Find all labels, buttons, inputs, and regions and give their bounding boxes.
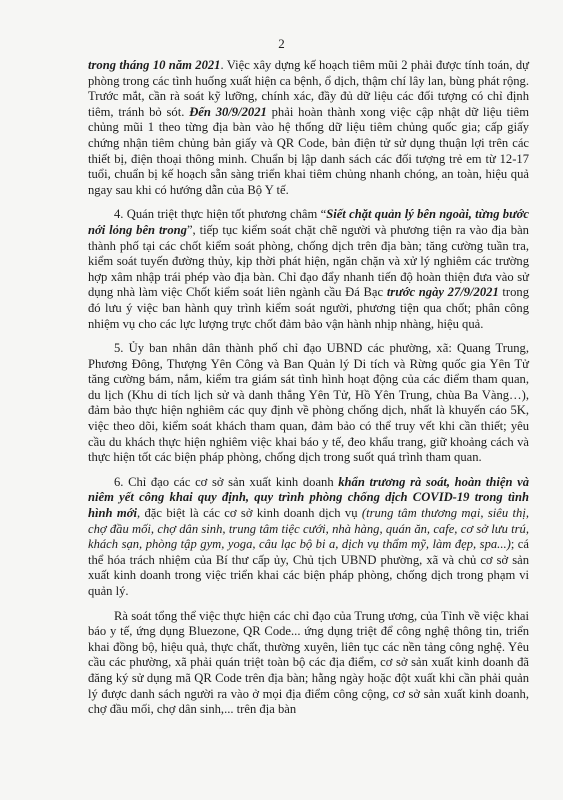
emphasis-deadline-september: Đến 30/9/2021 — [189, 104, 267, 119]
paragraph-text: trong đó lưu ý việc ban hành quy trình kiểm soát người, phương tiện qua chốt; phân công nhiệm vụ cho các lực lượng trực chốt đảm bảo vận hành nhịp nhàng, hiệu quả. — [88, 285, 530, 331]
paragraph-text: 6. Chỉ đạo các cơ sở sản xuất kinh doanh — [114, 474, 339, 489]
paragraph-text: ; cá thể hóa trách nhiệm của Bí thư cấp ủy, Chủ tịch UBND phường, xã và chủ cơ sở sản xuất kinh doanh trong việc triển khai các biện pháp phòng, chống dịch trong phạm vi quản lý. — [88, 537, 529, 598]
paragraph-text: 5. Ủy ban nhân dân thành phố chỉ đạo UBND các phường, xã: Quang Trung, Phương Đông, Thượng Yên Công và Ban Quản lý Di tích và Rừng quốc gia Yên Tử tăng cường bám, nắm, kiểm tra giám sát tình hình hoạt động của các điểm tham quan, du lịch (Khu di tích lịch sử và danh thắng Yên Tử, Hồ Yên Trung, chùa Ba Vàng…), đảm bảo thực hiện nghiêm các quy định về phòng chống dịch, nhất là khuyến cáo 5K, việc theo dõi, kiểm soát khách tham quan, đảm bảo có thể truy vết khi cần thiết; yêu cầu du khách thực hiện nghiêm việc khai báo y tế, đeo khẩu trang, giữ khoảng cách và thực hiện tốt các biện pháp phòng, chống dịch trong suốt quá trình tham quan. — [88, 341, 529, 465]
service-list: (trung tâm thương mại, siêu thị, chợ đầu mối, chợ dân sinh, trung tâm tiệc cưới, nhà hàng, quán ăn, cafe, cơ sở lưu trú, khách sạn, phòng tập gym, yoga, câu lạc bộ bi a, dịch vụ thẩm mỹ, làm đẹp, spa...) — [88, 506, 529, 552]
paragraph-text: , đặc biệt là các cơ sở kinh doanh dịch vụ — [136, 506, 362, 521]
emphasis-deadline-october: trong tháng 10 năm 2021 — [88, 58, 221, 72]
paragraph-item-5 — [88, 341, 529, 466]
paragraph-vaccination-plan — [88, 58, 529, 198]
emphasis-review-regulations: khẩn trương rà soát, hoàn thiện và niêm yết công khai quy định, quy trình phòng chống dịch COVID-19 trong tình hình mới — [88, 474, 530, 521]
document-body — [88, 58, 529, 727]
paragraph-review — [88, 609, 529, 718]
page-number: 2 — [278, 36, 285, 51]
paragraph-item-4 — [88, 207, 529, 332]
paragraph-text: 4. Quán triệt thực hiện tốt phương châm “ — [114, 207, 327, 222]
emphasis-motto: Siết chặt quản lý bên ngoài, từng bước nới lỏng bên trong — [88, 207, 529, 237]
paragraph-text: . Việc xây dựng kế hoạch tiêm mũi 2 phải được tính toán, dự phòng trong các tình huống xuất hiện ca bệnh, ổ dịch, thậm chí lây lan, bùng phát rộng. Trước mắt, cần rà soát kỹ lưỡng, chính xác, đầy đủ dữ liệu các đối tượng có chỉ định tiêm, tránh bỏ sót. — [88, 58, 529, 119]
paragraph-text: ”, tiếp tục kiểm soát chặt chẽ người và phương tiện ra vào địa bàn thành phố tại các chốt kiểm soát phòng, chống dịch trên địa bàn; tăng cường tuần tra, kiểm soát tuyến đường thủy, kịp thời phát hiện, ngăn chặn và xử lý nghiêm các trường hợp xâm nhập trái phép vào địa bàn. Chỉ đạo đẩy nhanh tiến độ hoàn thiện đưa vào sử dụng nhà làm việc Chốt kiểm soát liên ngành cầu Đá Bạc — [88, 222, 529, 300]
paragraph-text: Rà soát tổng thể việc thực hiện các chỉ đạo của Trung ương, của Tỉnh về việc khai báo y tế, ứng dụng Bluezone, QR Code... ứng dụng triệt để công nghệ thông tin, triển khai đồng bộ, hiệu quả, thực chất, thường xuyên, liên tục các nền tảng công nghệ. Yêu cầu các phường, xã phải quán triệt toàn bộ các địa điểm, cơ sở sản xuất kinh doanh đã đăng ký sử dụng mã QR Code trên địa bàn; hằng ngày hoặc đột xuất khi cần phải quản lý được danh sách người ra vào ở mọi địa điểm công cộng, cơ sở sản xuất kinh doanh, chợ đầu mối, chợ dân sinh,... trên địa bàn — [88, 608, 529, 717]
paragraph-item-6 — [88, 475, 529, 600]
paragraph-text: phải hoàn thành xong việc cập nhật dữ liệu tiêm chủng mũi 1 theo từng địa bàn vào hệ thống dữ liệu tiêm chủng quốc gia; cấp giấy chứng nhận tiêm chủng bản giấy và QR Code, bản điện tử sử dụng thuận lợi trên các thiết bị, điện thoại thông minh. Chuẩn bị lập danh sách các đối tượng trẻ em từ 12-17 tuổi, chuẩn bị kế hoạch sẵn sàng triển khai tiêm chủng nhanh chóng, an toàn, hiệu quả ngay sau khi có hướng dẫn của Bộ Y tế. — [88, 104, 529, 197]
emphasis-deadline-checkpoint: trước ngày 27/9/2021 — [386, 285, 499, 300]
